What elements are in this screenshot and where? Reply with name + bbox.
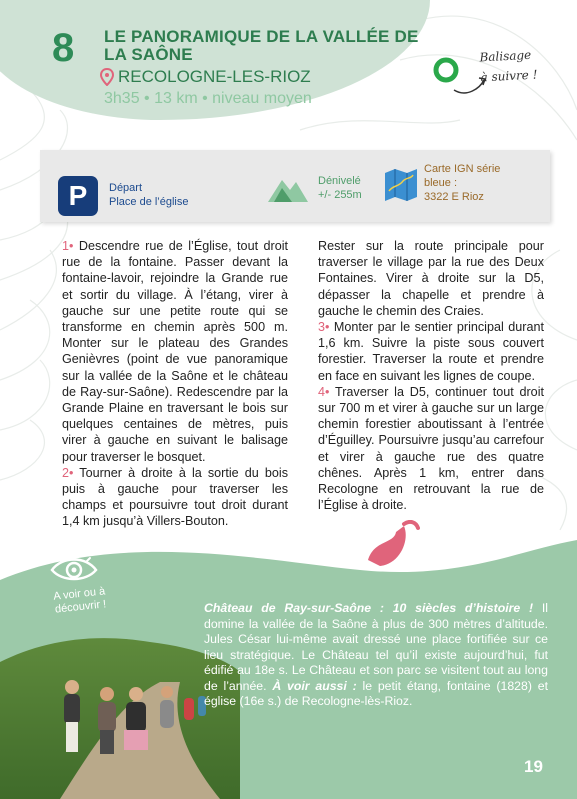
page-title: LE PANORAMIQUE DE LA VALLÉE DE LA SAÔNE	[104, 27, 419, 64]
a-voir-line-1: A voir ou à	[52, 585, 106, 603]
depart-value: Place de l’église	[109, 196, 189, 208]
balisage-line-1: Balisage	[479, 47, 532, 65]
depart-label: Départ	[109, 182, 143, 194]
denivele-value: +/- 255m	[318, 189, 362, 201]
depart-info	[109, 181, 189, 209]
aside-also-text: le petit étang, fontaine (1828) et église (16e s.) de Recologne-lès-Rioz.	[204, 678, 548, 708]
parking-icon: P	[58, 176, 98, 216]
eye-icon	[48, 548, 100, 588]
step-text: Rester sur la route principale pour traverser le village par la rue des Deux Fontaines. Virer à droite sur la D5, dépasser la chapelle et prendre à gauche le chemin des Craies.	[318, 239, 544, 318]
ign-label-1: Carte IGN série	[424, 163, 501, 175]
location-pin-icon	[100, 68, 114, 86]
location	[100, 67, 311, 87]
page-number: 19	[524, 757, 543, 776]
aside-heading: Château de Ray-sur-Saône : 10 siècles d’histoire !	[204, 601, 534, 615]
step-text: Traverser la D5, continuer tout droit sur 700 m et virer à gauche sur un large chemin forestier aboutissant à l’entrée d’Éguilley. Poursuivre jusqu’au carrefour et virer à gauche rue des quatre chênes. Après 1 km, entrer dans Recologne en retrouvant la rue de l’Église à droite.	[318, 384, 544, 513]
decorative-shape	[360, 520, 420, 570]
step-number: 1•	[62, 239, 74, 253]
aside-body: Il domine la vallée de la Saône à plus de 300 mètres d’altitude. Jules César lui-même avait dressé une place fortifiée sur ce lieu stratégique. Le Château tel qu’il existe aujourd’hui, fut édifié au 18e s. Le Château et son parc se visitent tout au long de l’année.	[204, 601, 548, 693]
step-text: Monter par le sentier principal durant 1,6 km. Suivre la piste sous couvert forestier. Traverser la route et prendre en face en suivant les lignes de coupe.	[318, 320, 544, 383]
column-right	[318, 238, 544, 513]
location-label: RECOLOGNE-LES-RIOZ	[118, 67, 311, 86]
denivele-label: Dénivelé	[318, 175, 361, 187]
balisage-line-2: à suivre !	[480, 67, 538, 85]
step-number: 2•	[62, 465, 74, 480]
aside-text	[204, 601, 548, 710]
step-number: 3•	[318, 320, 330, 335]
ign-label-2: bleue :	[424, 177, 458, 189]
step-number: 4•	[318, 384, 330, 399]
route-stats: 3h35 • 13 km • niveau moyen	[104, 90, 312, 107]
mountain-icon	[268, 170, 308, 206]
balisage-caption	[479, 45, 538, 88]
route-number: 8	[52, 26, 75, 70]
aside-also-label: À voir aussi :	[272, 678, 357, 693]
a-voir-line-2: découvrir !	[54, 598, 107, 616]
ign-info	[424, 162, 500, 204]
step-text: Descendre rue de l’Église, tout droit rue de la fontaine. Passer devant la fontaine-lavoir, rejoindre la Grande rue et sortir du village. À l’étang, virer à gauche sur une petite route qui se transforme en chemin après 500 m. Monter sur le plateau des Grandes Genièvres (point de vue panoramique sur la vallée de la Saône et le château de Ray-sur-Saône). Redescendre par la Grande Plaine en traversant le bois sur quelques centaines de mètres, puis virer à gauche en suivant le balisage pour traverser le bosquet.	[62, 239, 288, 464]
denivele-info	[318, 174, 362, 202]
ign-value: 3322 E Rioz	[424, 191, 484, 203]
step-text: Tourner à droite à la sortie du bois puis à gauche pour traverser les champs et poursuivre tout droit durant 1,4 km jusqu’à Villers-Bouton.	[62, 465, 288, 529]
map-icon	[383, 167, 419, 203]
column-left	[62, 238, 288, 530]
